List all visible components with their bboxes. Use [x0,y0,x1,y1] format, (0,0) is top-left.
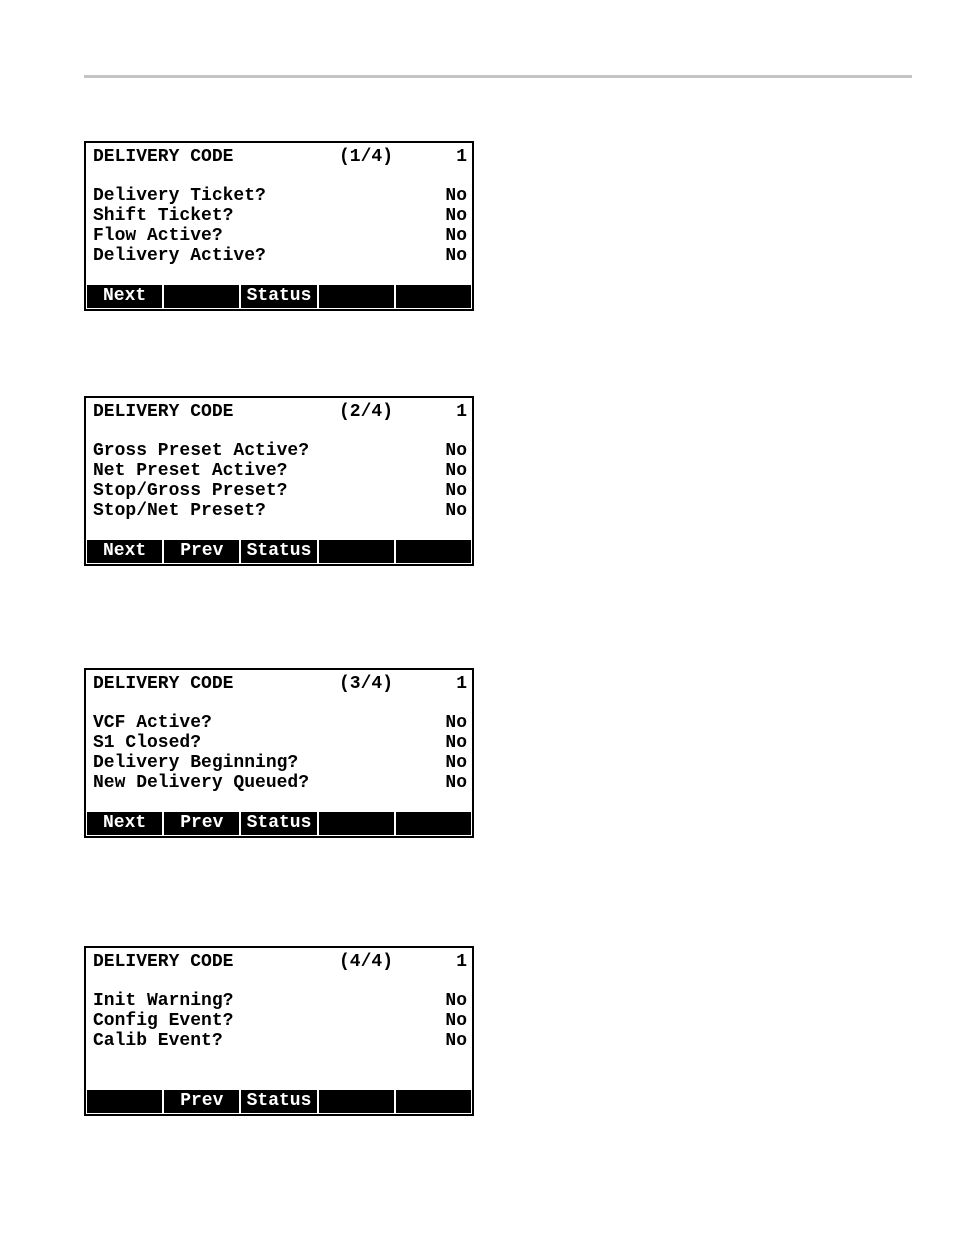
header-rule [84,75,912,78]
item-value: No [445,501,467,521]
list-item [93,501,467,521]
softkey-4[interactable] [319,540,394,563]
item-label: Gross Preset Active? [93,441,310,461]
status-list [93,713,467,793]
item-value: No [445,991,467,1011]
item-value: No [445,713,467,733]
screen-header [93,952,467,972]
delivery-code-screen-2 [84,396,474,566]
item-value: No [445,733,467,753]
softkey-bar [87,285,471,308]
item-label: VCF Active? [93,713,212,733]
screen-title: DELIVERY CODE [93,674,234,694]
prev-softkey[interactable]: Prev [164,812,239,835]
item-value: No [445,461,467,481]
list-item [93,1031,467,1051]
item-value: No [445,226,467,246]
unit-number: 1 [456,402,467,422]
item-label: Init Warning? [93,991,234,1011]
softkey-1[interactable] [87,1090,162,1113]
item-label: S1 Closed? [93,733,202,753]
item-value: No [445,246,467,266]
unit-number: 1 [456,147,467,167]
page-indicator: (2/4) [339,402,394,422]
page-indicator: (4/4) [339,952,394,972]
item-value: No [445,206,467,226]
screen-title: DELIVERY CODE [93,147,234,167]
item-label: New Delivery Queued? [93,773,310,793]
delivery-code-screen-3 [84,668,474,838]
item-value: No [445,186,467,206]
status-softkey[interactable]: Status [241,540,316,563]
item-label: Delivery Beginning? [93,753,299,773]
list-item [93,481,467,501]
list-item [93,461,467,481]
screen-title: DELIVERY CODE [93,402,234,422]
status-list [93,441,467,521]
softkey-4[interactable] [319,812,394,835]
softkey-bar [87,812,471,835]
softkey-5[interactable] [396,285,471,308]
list-item [93,713,467,733]
list-item [93,753,467,773]
unit-number: 1 [456,674,467,694]
prev-softkey[interactable]: Prev [164,1090,239,1113]
status-list [93,186,467,266]
page-indicator: (1/4) [339,147,394,167]
softkey-5[interactable] [396,1090,471,1113]
item-label: Delivery Ticket? [93,186,266,206]
page-indicator: (3/4) [339,674,394,694]
item-label: Config Event? [93,1011,234,1031]
screen-header [93,402,467,422]
item-label: Flow Active? [93,226,223,246]
list-item [93,773,467,793]
item-label: Calib Event? [93,1031,223,1051]
list-item [93,206,467,226]
list-item [93,226,467,246]
softkey-4[interactable] [319,285,394,308]
screen-header [93,147,467,167]
next-softkey[interactable]: Next [87,540,162,563]
list-item [93,1011,467,1031]
item-value: No [445,773,467,793]
item-value: No [445,1011,467,1031]
status-softkey[interactable]: Status [241,285,316,308]
list-item [93,246,467,266]
softkey-5[interactable] [396,540,471,563]
screen-title: DELIVERY CODE [93,952,234,972]
item-label: Delivery Active? [93,246,266,266]
item-value: No [445,753,467,773]
status-list [93,991,467,1051]
list-item [93,991,467,1011]
list-item [93,186,467,206]
screen-header [93,674,467,694]
unit-number: 1 [456,952,467,972]
softkey-bar [87,1090,471,1113]
item-value: No [445,481,467,501]
list-item [93,733,467,753]
softkey-bar [87,540,471,563]
softkey-5[interactable] [396,812,471,835]
softkey-4[interactable] [319,1090,394,1113]
prev-softkey[interactable]: Prev [164,540,239,563]
status-softkey[interactable]: Status [241,812,316,835]
item-label: Net Preset Active? [93,461,288,481]
status-softkey[interactable]: Status [241,1090,316,1113]
item-value: No [445,441,467,461]
next-softkey[interactable]: Next [87,285,162,308]
softkey-2[interactable] [164,285,239,308]
item-label: Shift Ticket? [93,206,234,226]
item-value: No [445,1031,467,1051]
next-softkey[interactable]: Next [87,812,162,835]
item-label: Stop/Net Preset? [93,501,266,521]
delivery-code-screen-1 [84,141,474,311]
delivery-code-screen-4 [84,946,474,1116]
list-item [93,441,467,461]
item-label: Stop/Gross Preset? [93,481,288,501]
